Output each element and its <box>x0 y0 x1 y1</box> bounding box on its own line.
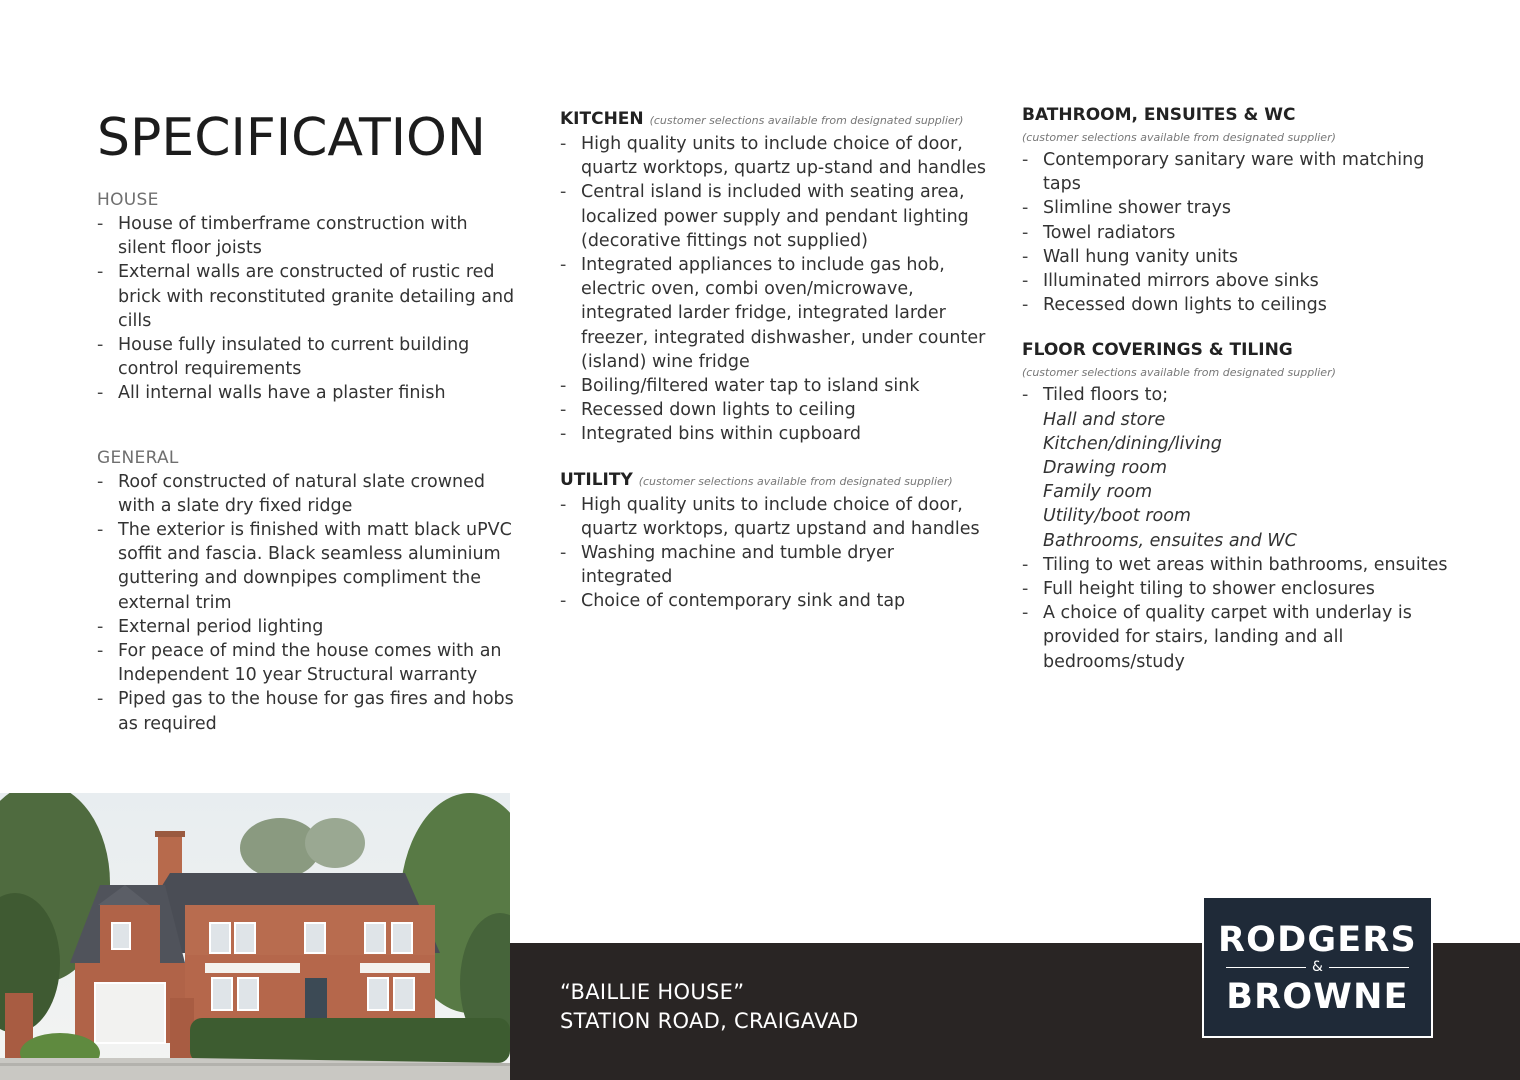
logo-amp-row <box>1226 959 1409 975</box>
page-title: SPECIFICATION <box>97 108 486 168</box>
section-heading-bathroom: BATHROOM, ENSUITES & WC <box>1022 105 1296 125</box>
property-address <box>560 978 859 1036</box>
spacer <box>97 406 517 446</box>
floor-note: (customer selections available from designated supplier) <box>1022 366 1336 380</box>
section-house <box>97 188 517 406</box>
section-general <box>97 446 517 736</box>
list-item: - Wall hung vanity units <box>1022 245 1462 269</box>
list-item: - Central island is included with seating area, localized power supply and pendant lighting (decorative fittings not supplied) <box>560 180 990 253</box>
section-heading-floor: FLOOR COVERINGS & TILING <box>1022 340 1293 361</box>
list-item: - External period lighting <box>97 615 517 639</box>
list-item: - For peace of mind the house comes with an Independent 10 year Structural warranty <box>97 639 517 687</box>
list-item: - The exterior is finished with matt black uPVC soffit and fascia. Black seamless aluminium guttering and downpipes compliment the external trim <box>97 518 517 615</box>
tiled-room: Kitchen/dining/living <box>1043 433 1222 454</box>
tiled-room: Bathrooms, ensuites and WC <box>1043 530 1297 551</box>
rodgers-browne-logo <box>1202 896 1433 1038</box>
house-illustration <box>0 793 510 1080</box>
list-item: - Towel radiators <box>1022 221 1462 245</box>
section-utility <box>560 469 990 614</box>
list-item: - Boiling/filtered water tap to island sink <box>560 374 990 398</box>
floor-list <box>1022 383 1462 673</box>
tiled-room: Drawing room <box>1043 458 1167 479</box>
section-heading-house: HOUSE <box>97 190 159 210</box>
list-item: - Choice of contemporary sink and tap <box>560 589 990 613</box>
tiled-room: Hall and store <box>1043 409 1166 430</box>
list-item: - Recessed down lights to ceilings <box>1022 293 1462 317</box>
section-heading-kitchen <box>560 108 990 132</box>
bathroom-list <box>1022 148 1462 317</box>
list-item: - Recessed down lights to ceiling <box>560 398 990 422</box>
logo-line-2: BROWNE <box>1226 977 1409 1017</box>
list-item: - A choice of quality carpet with underlay is provided for stairs, landing and all bedrooms/study <box>1022 601 1462 674</box>
utility-note: (customer selections available from designated supplier) <box>638 474 953 488</box>
tiled-room: Family room <box>1043 482 1153 503</box>
list-item: - Illuminated mirrors above sinks <box>1022 269 1462 293</box>
column-middle <box>560 108 990 614</box>
kitchen-note: (customer selections available from designated supplier) <box>649 114 964 127</box>
spacer <box>560 447 990 469</box>
list-item: - Integrated bins within cupboard <box>560 422 990 446</box>
column-left <box>97 108 517 736</box>
list-item: - Contemporary sanitary ware with matching taps <box>1022 148 1462 196</box>
section-floor <box>1022 339 1462 673</box>
list-item: - Washing machine and tumble dryer integrated <box>560 541 990 589</box>
property-street: STATION ROAD, CRAIGAVAD <box>560 1009 859 1033</box>
tiled-intro: - Tiled floors to; <box>1043 385 1169 406</box>
kitchen-list <box>560 132 990 447</box>
utility-heading-text: UTILITY <box>560 469 633 490</box>
list-item: - Piped gas to the house for gas fires and hobs as required <box>97 687 517 735</box>
list-item: - Full height tiling to shower enclosures <box>1022 577 1462 601</box>
column-right <box>1022 104 1462 674</box>
property-name: “BAILLIE HOUSE” <box>560 980 745 1004</box>
section-heading-general: GENERAL <box>97 447 179 468</box>
house-photo <box>0 793 510 1080</box>
utility-list <box>560 493 990 614</box>
list-item: - Tiling to wet areas within bathrooms, ensuites <box>1022 553 1462 577</box>
section-heading-utility <box>560 469 990 493</box>
list-item: - All internal walls have a plaster finish <box>97 381 517 405</box>
house-list <box>97 212 517 406</box>
list-item: - Roof constructed of natural slate crowned with a slate dry fixed ridge <box>97 470 517 518</box>
list-item: - High quality units to include choice of door, quartz worktops, quartz up-stand and handles <box>560 132 990 180</box>
list-item: - High quality units to include choice of door, quartz worktops, quartz upstand and handles <box>560 493 990 541</box>
general-list <box>97 470 517 736</box>
tiled-rooms <box>1043 408 1462 553</box>
list-item-tiled <box>1022 383 1462 552</box>
section-kitchen <box>560 108 990 447</box>
logo-line-1: RODGERS <box>1218 920 1417 960</box>
section-bathroom <box>1022 104 1462 317</box>
list-item: - Integrated appliances to include gas hob, electric oven, combi oven/microwave, integrated larder fridge, integrated larder freezer, integrated dishwasher, under counter (island) wine fridge <box>560 253 990 374</box>
list-item: - House fully insulated to current building control requirements <box>97 333 517 381</box>
list-item: - House of timberframe construction with silent floor joists <box>97 212 517 260</box>
bathroom-note: (customer selections available from designated supplier) <box>1022 131 1336 144</box>
kitchen-heading-text: KITCHEN <box>560 109 644 129</box>
logo-divider <box>1329 967 1409 968</box>
spacer <box>1022 317 1462 339</box>
list-item: - External walls are constructed of rustic red brick with reconstituted granite detailing and cills <box>97 260 517 333</box>
list-item: - Slimline shower trays <box>1022 196 1462 220</box>
tiled-room: Utility/boot room <box>1043 506 1191 527</box>
logo-ampersand: & <box>1312 959 1323 975</box>
